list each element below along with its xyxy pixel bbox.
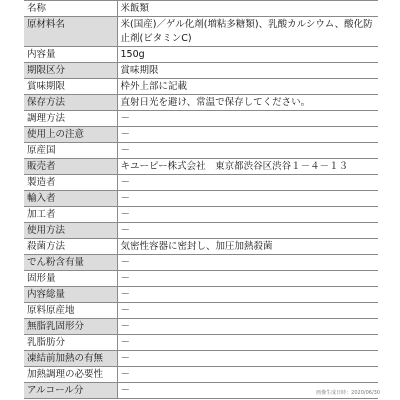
row-value: －: [117, 383, 378, 399]
table-row: [24, 47, 378, 63]
row-value: 直射日光を避け、常温で保存してください。: [117, 95, 378, 111]
table-row: [24, 239, 378, 255]
row-value: －: [117, 207, 378, 223]
row-label: 無脂乳固形分: [24, 319, 117, 335]
row-label: 保存方法: [24, 95, 117, 111]
table-row: [24, 175, 378, 191]
row-label: 固形量: [24, 271, 117, 287]
table-row: [24, 143, 378, 159]
row-label: 製造者: [24, 175, 117, 191]
row-value: キユーピー株式会社 東京都渋谷区渋谷１－４－１３: [117, 159, 378, 175]
table-row: [24, 271, 378, 287]
product-label-table: [24, 0, 378, 399]
row-label: 輸入者: [24, 191, 117, 207]
row-value: －: [117, 287, 378, 303]
table-row: [24, 207, 378, 223]
table-row: [24, 111, 378, 127]
row-label: 名称: [24, 1, 117, 17]
row-value: 米飯類: [117, 1, 378, 17]
row-value: －: [117, 335, 378, 351]
image-generated-date: 画像生成日時：2020/06/30: [316, 390, 380, 396]
row-value: －: [117, 303, 378, 319]
row-label: 使用方法: [24, 223, 117, 239]
table-row: [24, 79, 378, 95]
row-value: －: [117, 271, 378, 287]
table-row: [24, 191, 378, 207]
row-label: でん粉含有量: [24, 255, 117, 271]
row-value: －: [117, 319, 378, 335]
row-label: 調理方法: [24, 111, 117, 127]
row-value: －: [117, 143, 378, 159]
row-value: －: [117, 367, 378, 383]
table-row: [24, 303, 378, 319]
row-value: 枠外上部に記載: [117, 79, 378, 95]
row-label: 賞味期限: [24, 79, 117, 95]
row-label: 殺菌方法: [24, 239, 117, 255]
row-value: －: [117, 255, 378, 271]
table-row: [24, 159, 378, 175]
table-row: [24, 319, 378, 335]
row-label: 原産国: [24, 143, 117, 159]
row-value: －: [117, 127, 378, 143]
row-value: 気密性容器に密封し、加圧加熱殺菌: [117, 239, 378, 255]
row-label: 凍結前加熱の有無: [24, 351, 117, 367]
table-row: [24, 255, 378, 271]
table-row: [24, 335, 378, 351]
row-label: 原材料名: [24, 17, 117, 47]
row-value: －: [117, 111, 378, 127]
row-label: 加工者: [24, 207, 117, 223]
row-value: 米(国産)／ゲル化剤(増粘多糖類)、乳酸カルシウム、酸化防止剤(ビタミンC): [117, 17, 378, 47]
table-row: [24, 95, 378, 111]
row-label: 内容総量: [24, 287, 117, 303]
table-row: [24, 351, 378, 367]
table-row: [24, 17, 378, 47]
row-label: 販売者: [24, 159, 117, 175]
table-row: [24, 63, 378, 79]
table-row: [24, 223, 378, 239]
row-label: 使用上の注意: [24, 127, 117, 143]
row-value: －: [117, 191, 378, 207]
label-table-body: [24, 1, 378, 399]
row-label: 期限区分: [24, 63, 117, 79]
row-value: 150g: [117, 47, 378, 63]
row-value: －: [117, 223, 378, 239]
row-label: 乳脂肪分: [24, 335, 117, 351]
row-value: 賞味期限: [117, 63, 378, 79]
table-row: [24, 1, 378, 17]
row-value: －: [117, 351, 378, 367]
table-row: [24, 287, 378, 303]
row-label: 内容量: [24, 47, 117, 63]
row-label: 加熱調理の必要性: [24, 367, 117, 383]
row-label: アルコール分: [24, 383, 117, 399]
row-label: 原料原産地: [24, 303, 117, 319]
table-row: [24, 127, 378, 143]
row-value: －: [117, 175, 378, 191]
table-row: [24, 367, 378, 383]
